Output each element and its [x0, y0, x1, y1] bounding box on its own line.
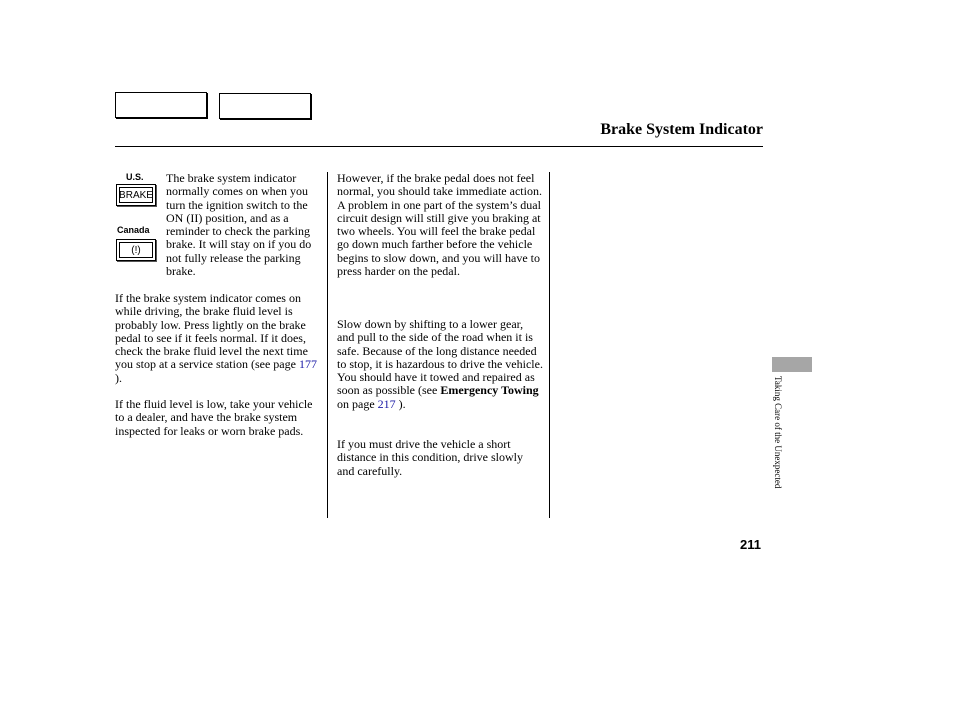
paragraph-text: If the brake system indicator comes on while driving, the brake fluid level is probably low. Press lightly on the brake pedal to see if it feels normal. If it does, check the brake fluid level the next time you stop at a service station (see page: [115, 291, 308, 372]
paragraph-text: on page: [337, 396, 378, 411]
brake-warning-icon: [116, 239, 156, 261]
paragraph-text: ).: [115, 370, 122, 385]
page-link-177[interactable]: 177: [298, 357, 317, 372]
page-title: Brake System Indicator: [600, 121, 763, 138]
intro-paragraph: The brake system indicator normally comes on when you turn the ignition switch to the ON (II) position, and as a reminder to check the parking brake. It will stay on if you do not fully release the parking brake.: [166, 171, 312, 279]
nav-button-previous[interactable]: [115, 92, 207, 118]
paragraph-text: ).: [395, 396, 406, 411]
canada-label: Canada: [117, 225, 150, 235]
paragraph: However, if the brake pedal does not feel normal, you should take immediate action. A problem in one part of the system’s dual circuit design will still give you braking at two wheels. You will feel the brake pedal go down much farther before the vehicle begins to slow down, and you will have to press harder on the pedal.: [337, 171, 542, 279]
column-divider: [549, 172, 550, 518]
paragraph: [337, 318, 543, 411]
paragraph: [115, 292, 323, 385]
page-number: 211: [740, 537, 761, 552]
column-divider: [327, 172, 328, 518]
title-divider: [115, 146, 763, 147]
brake-indicator-text: BRAKE: [119, 187, 153, 203]
paragraph-text: Slow down by shifting to a lower gear, and pull to the side of the road when it is safe. Because of the long distance needed to stop, it is hazardous to drive the vehicle. You should have it towed and repaired as soon as possible (see: [337, 317, 543, 398]
emergency-towing-reference: Emergency Towing: [440, 383, 539, 398]
brake-indicator-icon: [116, 184, 156, 206]
section-tab[interactable]: [772, 357, 812, 372]
us-label: U.S.: [126, 172, 144, 182]
nav-button-next[interactable]: [219, 93, 311, 119]
page-link-217[interactable]: 217: [377, 396, 396, 411]
section-label: Taking Care of the Unexpected: [773, 376, 783, 489]
paragraph: If you must drive the vehicle a short distance in this condition, drive slowly and carefully.: [337, 437, 523, 478]
paragraph: If the fluid level is low, take your vehicle to a dealer, and have the brake system inspected for leaks or worn brake pads.: [115, 397, 313, 438]
brake-warning-symbol: (!): [119, 242, 153, 258]
